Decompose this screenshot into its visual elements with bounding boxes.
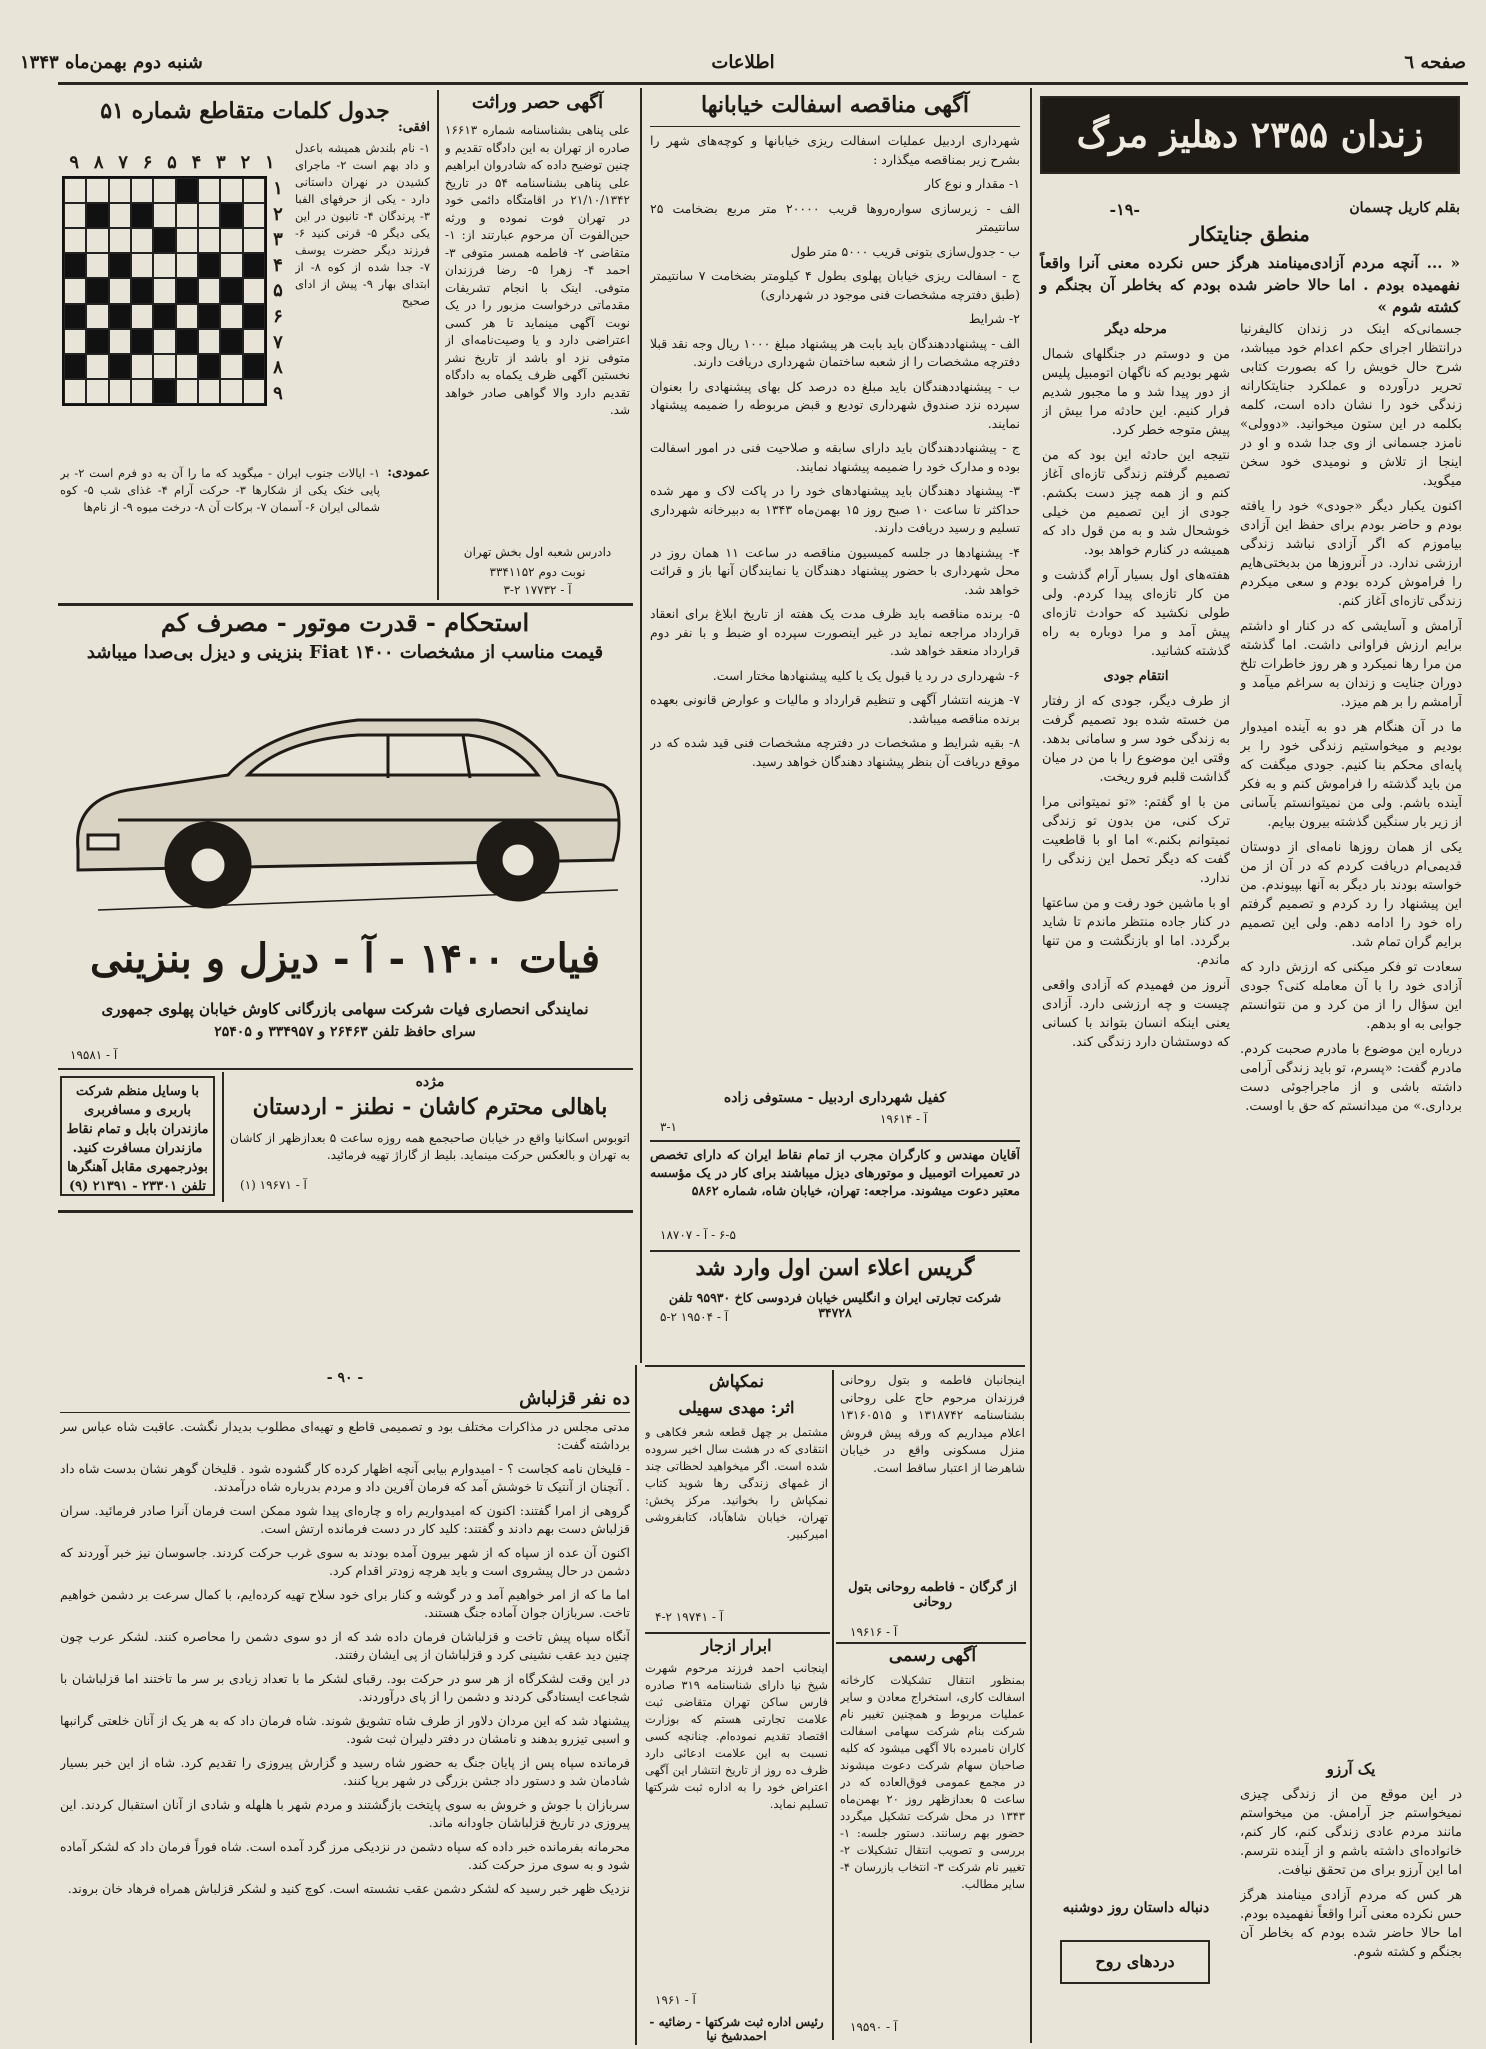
qizilbash-paragraph: مدتی مجلس در مذاکرات مختلف بود و تصمیمی قاطع و تهیه‌ای مطلوب بدیدار نگشت. عاقبت شاه عباس سر برداشته گفت:	[60, 1419, 630, 1452]
serial-paragraph: هفته‌های اول بسیار آرام گذشت و من کار تازه‌ای پیدا کردم. ولی طولی نکشید که حوادث تازه‌ای پیش آمد و مرا دوباره به راه گذشته کشانید.	[1042, 568, 1230, 659]
serial-banner: زندان ۲۳۵۵ دهلیز مرگ	[1040, 96, 1460, 174]
divider	[836, 1642, 1026, 1644]
tender-paragraph: ۱- مقدار و نوع کار	[924, 176, 1020, 191]
crossword-cell	[176, 278, 198, 303]
serial-paragraph: آرامش و آسایشی که در کنار او داشتم برایم ارزش فراوانی داشت. اما گذشته من مرا رها نمیکرد و هر روز خاطرات تلخ دوران جنایت و زندان به سراغم میآمد و آرامشم را بر هم میزد.	[1240, 619, 1462, 710]
serial-paragraph: درباره این موضوع با مادرم صحبت کردم. مادرم گفت: «پسرم، تو باید زندگی آرامی داشته باشی و از ماجراجوئی دست برداری.» من میدانستم که حق با اوست.	[1240, 1042, 1462, 1114]
crossword-cell	[198, 354, 220, 379]
serial-subhead: انتقام جودی	[1103, 669, 1169, 684]
crossword-cell	[220, 228, 242, 253]
crossword-across-clues: ۱- نام بلندش همیشه باعدل و داد بهم است ۲- ماجرای کشیدن در نهران داستانی دارد - یکی از حرفهای الفبا ۳- پرندگان ۴- تانیون در این یکی دیگر ۵- قرنی کنید ۶- فرزند دیگر حضرت یوسف ۷- جدا شده از کوه ۸- از ابتدای بهار ۹- پیش از ادای صحیح	[295, 141, 430, 308]
crossword-cell	[86, 178, 108, 203]
qizilbash-paragraph: گروهی از امرا گفتند: اکنون که امیدواریم راه و چاره‌ای پیدا شود ممکن است فرمان آنرا صادر فرمائید. سران قزلباش دست بهم دادند و گفتند: کلید کار در دست فرمانده ارتش است.	[60, 1503, 630, 1536]
tender-paragraph: ب - پیشنهاددهندگان باید مبلغ ده درصد کل بهای پیشنهادی را بعنوان سپرده نزد صندوق شهرداری تودیع و قبض مربوطه را ضمیمه پیشنهاد نمایند.	[650, 378, 1020, 431]
serial-col-end	[1240, 1785, 1462, 2040]
crossword-row-number: ۵	[273, 280, 283, 302]
crossword-row-numbers	[268, 176, 288, 406]
column-rule	[635, 1365, 637, 2045]
crossword-cell	[86, 379, 108, 404]
crossword-cell	[109, 354, 131, 379]
serial-paragraph: من و دوستم در جنگلهای شمال شهر بودیم که ناگهان اتومبیل پلیس از دور پیدا شد و ما مجبور شدیم فرار کنیم. این حادثه مرا بیش از پیش متوجه خطر کرد.	[1042, 347, 1230, 438]
column-rule	[640, 88, 642, 1363]
crossword-column-number: ۶	[142, 152, 153, 173]
crossword-cell	[64, 203, 86, 228]
grease-body: شرکت تجارتی ایران و انگلیس خیابان فردوسی کاخ ۹۵۹۳۰ تلفن ۳۴۷۲۸	[668, 1290, 1002, 1320]
crossword-cell	[109, 304, 131, 329]
crossword-cell	[153, 278, 175, 303]
crossword-cell	[176, 304, 198, 329]
qizilbash-paragraph: در این وقت لشکرگاه از هر سو در حرکت بود. رقبای لشکر ما با تعداد زیادی بر سر ما تاختند اما قزلباشان با شجاعت ایستادگی کردند و دشمن را از پای درآوردند.	[60, 1671, 630, 1704]
crossword-cell	[131, 228, 153, 253]
fiat-headline: فیات ۱۴۰۰ - آ - دیزل و بنزینی	[90, 935, 600, 982]
crossword-grid	[62, 176, 267, 406]
crossword-cell	[198, 278, 220, 303]
page-number: صفحه ٦	[1404, 52, 1466, 73]
qizilbash-paragraph: اما ما که از امر خواهیم آمد و در گوشه و کنار برای خود سلاح تهیه کرده‌ایم، با کمال سرعت بر دشمن خواهیم تاخت. سربازان جوان آماده جنگ هستند.	[60, 1587, 630, 1620]
crossword-cell	[109, 203, 131, 228]
crossword-column-number: ۵	[167, 152, 177, 173]
divider	[645, 1365, 1025, 1367]
divider	[650, 126, 1020, 127]
crossword-cell	[198, 228, 220, 253]
serial-subhead: یک آرزو	[1326, 1760, 1376, 1778]
crossword-cell	[243, 278, 265, 303]
tender-paragraph: ۶- شهرداری در رد یا قبول یک یا کلیه پیشنهادها مختار است.	[712, 667, 1020, 683]
serial-paragraph: نتیجه این حادثه این بود که من تصمیم گرفتم زندگی تازه‌ای آغاز کنم و از همه چیز دست بکشم. جودی از این تصمیم من خیلی خوشحال شد و به من قول داد که همیشه در کنارم خواهد بود.	[1042, 448, 1230, 558]
abrar-body: اینجانب احمد فرزند مرحوم شهرت شیخ نیا دارای شناسنامه ۳۱۹ صادره فارس ساکن تهران متقاضی ثبت علامت تجارتی هستم که بوزارت اقتصاد تقدیم نموده‌ام. چنانچه کسی نسبت به این علامت ادعائی دارد ظرف ده روز از تاریخ انتشار این آگهی اعتراض خود را به اداره ثبت شرکتها تسلیم نماید.	[645, 1661, 828, 1811]
crossword-cell	[176, 354, 198, 379]
crossword-cell	[243, 228, 265, 253]
crossword-row-number: ۱	[273, 178, 283, 200]
divider	[60, 1412, 630, 1413]
crossword-cell	[109, 278, 131, 303]
fiat-code: آ - ۱۹۵۸۱	[70, 1048, 118, 1062]
tender-paragraph: ۵- برنده مناقصه باید ظرف مدت یک هفته از تاریخ ابلاغ برای انعقاد قرارداد مراجعه نماید در غیر اینصورت سپرده او ضبط و با نفر دوم قرارداد منعقد خواهد شد.	[650, 606, 1020, 658]
fiat-phone: سرای حافظ تلفن ۲۶۴۶۳ و ۳۳۴۹۵۷ و ۲۵۴۰۵	[214, 1024, 476, 1040]
sale-notice-signature: از گرگان - فاطمه روحانی بتول روحانی	[848, 1580, 1017, 1610]
qizilbash-number: - ۹۰ -	[326, 1370, 364, 1386]
tender-paragraph: ج - اسفالت ریزی خیابان پهلوی بطول ۴ کیلومتر بضخامت ۷ سانتیمتر (طبق دفترچه مشخصات فنی موجود در شهرداری)	[650, 268, 1020, 302]
tender-paragraph: ۲- شرایط	[968, 311, 1020, 326]
serial-paragraph: او با ماشین خود رفت و من ساعتها در کنار جاده منتظر ماندم تا شاید برگردد. اما او بازنگشت و من تنها ماندم.	[1042, 896, 1230, 968]
crossword-cell	[198, 178, 220, 203]
crossword-cell	[198, 253, 220, 278]
official-code: آ - ۱۹۵۹۰	[850, 2020, 898, 2034]
issue-date: شنبه دوم بهمن‌ماه ۱۳۴۳	[20, 52, 203, 73]
crossword-column-number: ۱	[264, 152, 275, 173]
tender-title: آگهی مناقصه اسفالت خیابانها	[701, 92, 969, 118]
qizilbash-paragraph: نزدیک ظهر خبر رسید که لشکر دشمن عقب نشسته است. کوچ کنید و لشکر قزلباش همراه فرهاد خان بروند.	[67, 1881, 630, 1896]
inheritance-code: آ - ۱۷۷۳۲ ۲-۳	[503, 583, 572, 597]
crossword-cell	[176, 228, 198, 253]
crossword-cell	[153, 203, 175, 228]
tender-code: ۳-۱	[660, 1120, 677, 1134]
crossword-row-number: ۸	[273, 357, 283, 379]
crossword-cell	[64, 278, 86, 303]
crossword-cell	[220, 203, 242, 228]
header-rule	[58, 82, 1468, 85]
fiat-subline: قیمت مناسب از مشخصات Fiat ۱۴۰۰ بنزینی و دیزل بی‌صدا میباشد	[86, 642, 604, 663]
crossword-cell	[176, 329, 198, 354]
crossword-cell	[220, 329, 242, 354]
crossword-cell	[243, 379, 265, 404]
crossword-row-number: ۹	[273, 382, 283, 404]
bus-title: باهالی محترم کاشان - نطنز - اردستان	[252, 1094, 608, 1120]
crossword-cell	[220, 253, 242, 278]
crossword-cell	[64, 354, 86, 379]
tender-paragraph: ج - پیشنهاددهندگان باید دارای سابقه و صلاحیت فنی در امور اسفالت بوده و مدارک خود را ضمیمه پیشنهاد نمایند.	[650, 440, 1020, 474]
crossword-row-number: ۶	[273, 306, 283, 327]
serial-paragraph: من با او گفتم: «تو نمیتوانی مرا ترک کنی، من بدون تو زندگی نمیتوانم بکنم.» اما او با قاطعیت گفت که دیگر تحمل این زندگی را ندارد.	[1042, 795, 1230, 886]
serial-paragraph: آنروز من فهمیدم که آزادی واقعی چیست و چه ارزشی دارد. آزادی یعنی اینکه انسان بتواند با کسانی که دوستشان دارد زندگی کند.	[1042, 978, 1230, 1050]
sale-notice: اینجانبان فاطمه و بتول روحانی فرزندان مرحوم حاج علی روحانی بشناسنامه ۱۳۱۸۷۴۲ و ۱۳۱۶۰۵۱۵ اعلام میداریم که ورقه پیش فروش منزل مسکونی واقع در خیابان شاهرضا از اعتبار ساقط است.	[840, 1373, 1025, 1475]
column-rule	[832, 1370, 834, 2040]
serial-paragraph: در این موقع من از زندگی چیزی نمیخواستم جز آرامش. من میخواستم مانند مردم عادی زندگی کنم، کار کنم، خانواده‌ای داشته باشم و از آینده نترسم. اما این آرزو برای من تحقق نیافت.	[1240, 1787, 1462, 1878]
crossword-cell	[153, 304, 175, 329]
crossword-cell	[131, 304, 153, 329]
crossword-cell	[131, 178, 153, 203]
divider	[645, 1632, 830, 1634]
crossword-cell	[64, 253, 86, 278]
bus-code: آ - ۱۹۶۷۱ (۱)	[240, 1178, 307, 1192]
crossword-cell	[86, 203, 108, 228]
crossword-cell	[243, 329, 265, 354]
crossword-cell	[131, 253, 153, 278]
qizilbash-paragraph: سربازان با جوش و خروش به سوی پایتخت بازگشتند و مردم شهر با هلهله و شادی از آنان استقبال کردند. این پیروزی در تاریخ قزلباشان جاودانه ماند.	[60, 1797, 630, 1830]
crossword-cell	[220, 278, 242, 303]
crossword-cell	[86, 304, 108, 329]
serial-paragraph: یکی از همان روزها نامه‌ای از دوستان قدیمی‌ام دریافت کردم که در آن از من خواسته بودند بار دیگر به آنها بپیوندم. من این پیشنهاد را رد کردم و تصمیم گرفتم راه خود را ادامه دهم. ولی این تصمیم برایم گران تمام شد.	[1240, 840, 1462, 950]
crossword-cell	[220, 304, 242, 329]
crossword-title: جدول کلمات متقاطع شماره ۵۱	[100, 98, 390, 124]
crossword-column-number: ۷	[118, 152, 128, 173]
serial-paragraph: هر کس که مردم آزادی مینامند هرگز حس نکرده معنی آنرا واقعاً نفهمیده بودم. اما حالا حاضر شده بودم که بخاطر آن بجنگم و کشته شوم.	[1240, 1888, 1462, 1960]
crossword-cell	[86, 329, 108, 354]
crossword-cell	[131, 278, 153, 303]
crossword-across-label: افقی:	[397, 120, 430, 135]
crossword-cell	[153, 354, 175, 379]
fiat-dealer: نمایندگی انحصاری فیات شرکت سهامی بازرگانی کاوش خیابان پهلوی جمهوری	[101, 1000, 589, 1018]
namakpash-author: اثر: مهدی سهیلی	[678, 1398, 795, 1417]
crossword-cell	[64, 178, 86, 203]
inheritance-signature: دادرس شعبه اول بخش تهران	[463, 545, 612, 559]
crossword-column-number: ۲	[240, 152, 251, 173]
crossword-cell	[243, 178, 265, 203]
qizilbash-body	[60, 1418, 630, 2043]
crossword-cell	[109, 329, 131, 354]
crossword-cell	[109, 253, 131, 278]
tender-paragraph: ۳- پیشنهاد دهندگان باید پیشنهادهای خود را در پاکت لاک و مهر شده حداکثر تا ساعت ۱۰ صبح روز ۱۵ بهمن‌ماه ۱۳۴۳ به دبیرخانه شهرداری تسلیم و رسید دریافت دارند.	[650, 483, 1020, 535]
newspaper-name: اطلاعات	[711, 52, 775, 73]
tender-paragraph: ب - جدول‌سازی بتونی قریب ۵۰۰۰ متر طول	[790, 243, 1020, 259]
divider	[58, 1068, 633, 1070]
fiat-slogan: استحکام - قدرت موتور - مصرف کم	[160, 608, 530, 637]
crossword-cell	[109, 379, 131, 404]
crossword-cell	[109, 178, 131, 203]
serial-col-left	[1042, 320, 1230, 1760]
crossword-cell	[153, 379, 175, 404]
crossword-cell	[243, 253, 265, 278]
travel-ad: با وسایل منظم شرکت باربری و مسافربری مازندران بابل و تمام نقاط مازندران مسافرت کنید. بوذرجمهری مقابل آهنگرها تلفن ۲۳۳۰۱ - ۲۱۳۹۱ (۹)	[60, 1076, 215, 1196]
column-rule	[222, 1072, 224, 1202]
crossword-column-number: ۹	[69, 152, 80, 173]
serial-paragraph: سعادت تو فکر میکنی که ارزش دارد که آزادی خود را با آن معامله کنی؟ جودی این سؤال را از من کرد و من نتوانستم جوابی به او بدهم.	[1240, 960, 1462, 1032]
sale-notice-code: آ - ۱۹۶۱۶	[850, 1625, 898, 1639]
crossword-cell	[176, 178, 198, 203]
divider	[650, 1140, 1020, 1142]
serial-title: منطق جنایتکار	[1190, 222, 1310, 246]
crossword-cell	[86, 354, 108, 379]
crossword-cell	[64, 329, 86, 354]
crossword-cell	[109, 228, 131, 253]
qizilbash-heading: ده نفر قزلباش	[519, 1388, 630, 1409]
tender-paragraph: ۴- پیشنهادها در جلسه کمیسیون مناقصه در ساعت ۱۱ همان روز در محل شهرداری با حضور پیشنهاد دهندگان یا نمایندگان آنها باز و قرائت خواهد شد.	[650, 544, 1020, 597]
serial-quote: « ... آنچه مردم آزادی‌مینامند هرگز حس نکرده معنی آنرا واقعاً نفهمیده بودم . اما حالا حاضر شده بودم که بخاطر آن بجنگم و کشته شوم »	[1040, 254, 1460, 316]
crossword-cell	[176, 203, 198, 228]
qizilbash-paragraph: فرمانده سپاه پس از پایان جنگ به حضور شاه رسید و گزارش پیروزی را تقدیم کرد. شاه از این خبر بسیار شادمان شد و دستور داد جشن بزرگی در شهر برپا کنند.	[60, 1755, 630, 1788]
abrar-title: ابرار ازجار	[701, 1636, 772, 1655]
divider	[58, 1210, 633, 1213]
crossword-cell	[220, 354, 242, 379]
qizilbash-paragraph: محرمانه بفرمانده خبر داده که سپاه دشمن در نزدیکی مرز گرد آمده است. شاه فوراً فرمان داد که لشکر آماده شود و به سوی مرز حرکت کند.	[60, 1839, 630, 1872]
crossword-cell	[131, 379, 153, 404]
qizilbash-paragraph: پیشنهاد شد که این مردان دلاور از طرف شاه تشویق شوند. شاه فرمان داد که به هر یک از آنان خلعتی گرانبها و اسبی تیزرو بدهند و نامشان در دفتر دلیران ثبت شود.	[60, 1713, 630, 1746]
column-rule	[1030, 88, 1032, 2043]
tender-paragraph: شهرداری اردبیل عملیات اسفالت ریزی خیابانها و کوچه‌های شهر را بشرح زیر بمناقصه میگذارد :	[650, 133, 1020, 167]
crossword-cell	[153, 329, 175, 354]
official-title: آگهی رسمی	[888, 1646, 977, 1666]
column-rule	[437, 90, 439, 600]
serial-paragraph: اکنون یکبار دیگر «جودی» خود را یافته بودم و حاضر بودم برای حفظ این آزادی بیاموزم که اگر آزادی نباشد زندگی ارزشی ندارد. در آنروزها من بدبختی‌هایم را فراموش کرده بودم و سعی میکردم زندگی تازه‌ای آغاز کنم.	[1240, 499, 1462, 609]
crossword-column-number: ۴	[191, 152, 202, 173]
crossword-cell	[86, 278, 108, 303]
serial-paragraph: جسمانی‌که اینک در زندان کالیفرنیا درانتظار اجرای حکم اعدام خود میباشد، شرح حال خویش را که بصورت کتابی تحریر درآورده و عملکرد جنایتکارانه زندگی خود را نشان داده است، کلمه بکلمه در این ستون میخوانید. «دوولی» نامزد جسمانی از وی جدا شده و او در اینجا از تلاش و نومیدی خود سخن میگوید.	[1240, 322, 1462, 489]
crossword-cell	[131, 354, 153, 379]
crossword-cell	[198, 379, 220, 404]
crossword-row-number: ۷	[273, 331, 283, 353]
crossword-cell	[176, 379, 198, 404]
inheritance-code: نوبت دوم ۳۳۴۱۱۵۲	[489, 565, 586, 579]
serial-col-right	[1240, 320, 1462, 1760]
crossword-column-numbers	[62, 152, 282, 173]
tender-code: آ - ۱۹۶۱۴	[880, 1112, 928, 1126]
official-body: بمنظور انتقال تشکیلات کارخانه اسفالت کاری، استخراج معادن و سایر عملیات مربوط و همچنین تغییر نام شرکت بنام شرکت سهامی اسفالت کاران نامبرده بالا آگهی میشود که کلیه صاحبان سهام شرکت دعوت میشوند در مجمع عمومی فوق‌العاده که در ساعت ۵ بعدازظهر روز ۲۰ بهمن‌ماه ۱۳۴۳ در محل شرکت تشکیل میگردد حضور بهم رسانند. دستور جلسه: ۱- بررسی و تصویب انتقال تشکیلات ۲- تغییر نام شرکت ۳- انتخاب بازرسان ۴- سایر مطالب.	[840, 1673, 1025, 1891]
serial-author: بقلم کاریل چسمان	[1349, 200, 1460, 216]
serial-number: -۱۹-	[1109, 200, 1140, 219]
divider	[58, 603, 633, 606]
crossword-cell	[153, 253, 175, 278]
crossword-column-number: ۳	[216, 152, 226, 173]
crossword-cell	[243, 304, 265, 329]
grease-code: آ - ۱۹۵۰۴ ۲-۵	[660, 1310, 729, 1324]
fiat-car-illustration	[58, 680, 633, 940]
inheritance-body: علی پناهی بشناسنامه شماره ۱۶۶۱۳ صادره از تهران به این دادگاه تقدیم و چنین توضیح داده که شادروان ابراهیم علی پناهی بشناسنامه ۵۴ در تاریخ ۲۱/۱۰/۱۳۴۲ در اقامتگاه دائمی خود در تهران فوت نموده و ورثه حین‌الفوت آن مرحوم عبارتند از: ۱- متقاضی ۲- فاطمه همسر متوفی ۳- احمد ۴- زهرا ۵- رضا فرزندان متوفی. اینک با انجام تشریفات مقدماتی درخواست مزبور را در یک نوبت آگهی مینماید تا هر کسی اعتراضی دارد و یا وصیت‌نامه‌ای از متوفی نزد او باشد از تاریخ نشر نخستین آگهی ظرف یکماه به دادگاه تقدیم دارد والا گواهی صادر خواهد شد.	[445, 123, 630, 417]
crossword-cell	[64, 228, 86, 253]
namakpash-body: مشتمل بر چهل قطعه شعر فکاهی و انتقادی که در هشت سال اخیر سروده شده است. اگر میخواهید لحظاتی چند از غمهای زندگی رها شوید کتاب نمکپاش را بخوانید. مرکز پخش: تهران، خیابان شاهآباد، کتابفروشی امیرکبیر.	[645, 1425, 828, 1541]
crossword-row-number: ۳	[273, 229, 283, 251]
qizilbash-paragraph: اکنون آن عده از سپاه که از شهر بیرون آمده بودند به سوی غرب حرکت کردند. جاسوسان نیز خبر آوردند که دشمن در حال پیشروی است و باید هرچه زودتر اقدام کرد.	[60, 1545, 630, 1578]
crossword-row-number: ۴	[273, 254, 283, 276]
crossword-cell	[220, 178, 242, 203]
divider	[650, 1250, 1020, 1252]
serial-bottom-box: دردهای روح	[1060, 1940, 1210, 1984]
crossword-cell	[243, 354, 265, 379]
crossword-cell	[153, 228, 175, 253]
crossword-cell	[198, 203, 220, 228]
crossword-column-number: ۸	[93, 152, 104, 173]
qizilbash-paragraph: آنگاه سپاه پیش تاخت و قزلباشان فرمان داده شد که از دو سوی دشمن را محاصره کنند. لشکر عرب چون چنین دید عقب نشینی کرد و قزلباشان از پی ایشان رفتند.	[60, 1629, 630, 1662]
tender-signature: کفیل شهرداری اردبیل - مستوفی زاده	[723, 1090, 947, 1106]
help-wanted-code: ۶-۵ - آ - ۱۸۷۰۷	[660, 1228, 736, 1242]
crossword-cell	[64, 304, 86, 329]
crossword-down-label: عمودی:	[387, 465, 430, 480]
namakpash-title: نمکپاش	[708, 1372, 764, 1392]
crossword-cell	[64, 379, 86, 404]
crossword-down-clues: ۱- ایالات جنوب ایران - میگوید که ما را آن به دو فرم است ۲- بر پایی خنک یکی از شکارها ۳- حرکت آرام ۴- غذای شب ۵- کوه شمالی ایران ۶- آسمان ۷- برکات آن ۸- درخت میوه ۹- از نام‌ها	[60, 466, 380, 514]
tender-paragraph: ۸- بقیه شرایط و مشخصات در دفترچه مشخصات فنی قید شده که در موقع دریافت آن بنظر پیشنهاد دهندگان خواهد رسید.	[650, 735, 1020, 769]
serial-subhead: مرحله دیگر	[1105, 322, 1167, 337]
tender-paragraph: الف - زیرسازی سواره‌روها قریب ۲۰۰۰۰ متر مربع بضخامت ۲۵ سانتیمتر	[650, 200, 1020, 234]
crossword-cell	[86, 228, 108, 253]
crossword-cell	[198, 304, 220, 329]
crossword-cell	[86, 253, 108, 278]
tender-body	[650, 132, 1020, 1122]
crossword-cell	[153, 178, 175, 203]
abrar-signature: رئیس اداره ثبت شرکتها - رضائیه - احمدشیخ نیا	[649, 2015, 824, 2043]
tender-paragraph: الف - پیشنهاددهندگان باید بابت هر پیشنهاد مبلغ ۱۰۰۰ ریال وجه نقد قبلا دفترچه مشخصات را از شعبه ساختمان شهرداری دریافت دارند.	[650, 335, 1020, 369]
bus-body: اتوبوس اسکانیا واقع در خیابان صاحبجمع همه روزه ساعت ۵ بعدازظهر از کاشان به تهران و بالعکس حرکت مینماید. بلیط از گاراژ تهیه فرمائید.	[230, 1131, 630, 1162]
serial-paragraph: ما در آن هنگام هر دو به آینده امیدوار بودیم و میخواستیم زندگی خود را بر پایه‌ای محکم بنا کنیم. جودی میگفت که من باید گذشته را فراموش کنم و به فکر آینده باشم. ولی من نمیتوانستم بآسانی از زیر بار سنگین گذشته بیرون بیایم.	[1240, 720, 1462, 830]
bus-good-news: مژده	[415, 1074, 445, 1090]
crossword-cell	[220, 379, 242, 404]
crossword-cell	[198, 329, 220, 354]
qizilbash-paragraph: - قلیخان نامه کجاست ؟ - امیدوارم بیابی آنچه اظهار کرده کار گشوده شود . قلیخان گوهر نشان بدست شاه داد . آنچنان از آنتیک تا خوشش آمد که فرمان آفرین داد و مردم بدرباره شاه درآمدند.	[60, 1461, 630, 1494]
grease-title: گریس اعلاء اسن اول وارد شد	[695, 1255, 975, 1281]
crossword-cell	[243, 203, 265, 228]
crossword-cell	[131, 329, 153, 354]
inheritance-title: آگهی حصر وراثت	[471, 92, 604, 113]
abrar-code: آ - ۱۹۶۱	[655, 1993, 696, 2007]
serial-paragraph: از طرف دیگر، جودی که از رفتار من خسته شده بود تصمیم گرفت به زندگی خود سر و سامانی بدهد. وقتی این موضوع را با من در میان گذاشت قلبم فرو ریخت.	[1042, 694, 1230, 785]
help-wanted-ad: آقایان مهندس و کارگران مجرب از تمام نقاط ایران که دارای تخصص در تعمیرات اتومبیل و موتورهای دیزل میباشند برای کار در یک مؤسسه معتبر دعوت میشوند. مراجعه: تهران، خیابان شاه، شماره ۵۸۶۲	[650, 1147, 1020, 1198]
crossword-row-number: ۲	[273, 203, 283, 225]
serial-continued-note: دنباله داستان روز دوشنبه	[1062, 1900, 1210, 1916]
tender-paragraph: ۷- هزینه انتشار آگهی و تنظیم قرارداد و مالیات و عوارض قانونی بعهده برنده مناقصه میباشد.	[650, 692, 1020, 726]
namakpash-code: آ - ۱۹۷۴۱ ۲-۴	[655, 1610, 724, 1624]
crossword-cell	[131, 203, 153, 228]
crossword-cell	[176, 253, 198, 278]
